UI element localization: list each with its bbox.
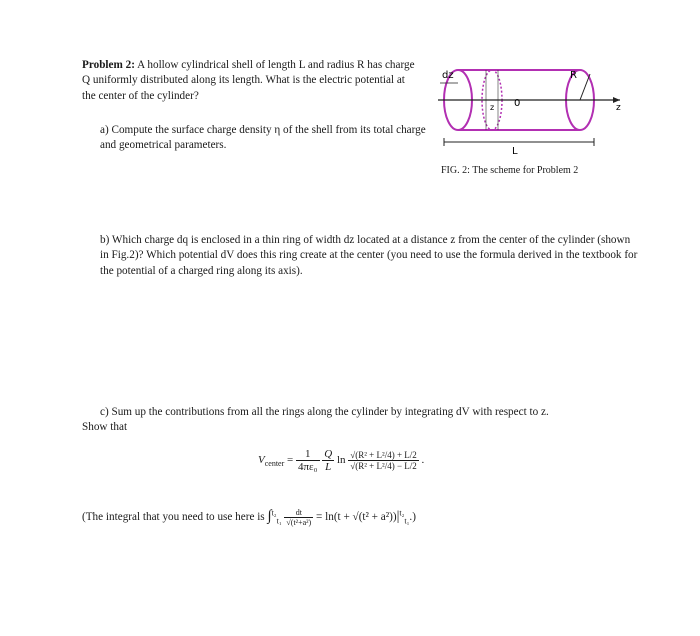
label-origin: 0 <box>514 98 521 109</box>
label-z-small: z <box>490 103 495 112</box>
hint-integrand-num: dt <box>284 508 313 518</box>
hint-result: = ln(t + √(t² + a²)) <box>316 511 397 524</box>
hint-prefix: (The integral that you need to use here is <box>82 511 265 524</box>
formula-q-num: Q <box>324 448 333 460</box>
hint-integral: ∫ <box>267 508 272 525</box>
problem-intro <box>82 58 420 104</box>
radius-arrow <box>580 74 590 100</box>
part-b-text: b) Which charge dq is enclosed in a thin ring of width dz located at a distance z from the center of the cylinder (shown in Fig.2)? Which potential dV does this ring create at the center (you need to use the formula derived in the textbook for the potential of a charged ring along its axis). <box>100 234 638 277</box>
hint-suffix: .) <box>409 511 416 524</box>
part-a <box>82 123 440 154</box>
problem-intro-text: A hollow cylindrical shell of length L and radius R has charge Q uniformly distributed along its length. What is the electric potential at the center of the cylinder? <box>82 59 415 102</box>
part-c-line1: c) Sum up the contributions from all the rings along the cylinder by integrating dV with respect to z. <box>100 406 549 418</box>
figure-caption: FIG. 2: The scheme for Problem 2 <box>441 165 579 176</box>
formula-log-arg <box>348 450 418 471</box>
part-c <box>82 405 640 436</box>
formula-eq: = <box>287 454 294 467</box>
formula-ln: ln <box>336 454 346 467</box>
hint-integrand <box>284 508 313 527</box>
problem-label: Problem 2: <box>82 59 135 71</box>
cylinder-figure <box>430 48 630 158</box>
potential-formula <box>258 448 458 496</box>
formula-log-num: √(R² + L²/4) + L/2 <box>350 450 417 460</box>
hint-upper: t₂ <box>271 508 277 518</box>
label-R: R <box>570 70 577 81</box>
label-z-axis: z <box>616 103 621 113</box>
formula-end: . <box>421 454 425 467</box>
formula-coef-den: 4πε₀ <box>298 461 318 473</box>
formula-lhs-sub: center <box>264 459 285 469</box>
formula-q <box>322 448 334 473</box>
formula-coef <box>296 448 320 473</box>
part-a-text: a) Compute the surface charge density η of the shell from its total charge and geometrical parameters. <box>100 124 426 152</box>
hint-lower: t₁ <box>276 516 282 526</box>
label-dz: dz <box>442 70 454 81</box>
hint-eval-lower: t₁ <box>404 516 410 526</box>
formula-log-den: √(R² + L²/4) − L/2 <box>350 461 417 471</box>
formula-coef-num: 1 <box>296 448 320 461</box>
hint-eval-upper: t₂ <box>399 508 405 518</box>
label-length: L <box>512 146 518 157</box>
hint-integrand-den: √(t²+a²) <box>286 518 312 527</box>
part-c-line2: Show that <box>82 421 128 434</box>
formula-lhs: V <box>258 454 265 467</box>
formula-q-den: L <box>325 461 332 473</box>
part-b <box>82 233 640 279</box>
integral-hint: (The integral that you need to use here is ∫$^{t_2}_{t_1}$ $\frac{dt}{\text{√(t²+a²)}}$ = $\ln(t + √(t^2 + a^2))|^{t_2}_{t_1}$.) <box>82 508 416 527</box>
